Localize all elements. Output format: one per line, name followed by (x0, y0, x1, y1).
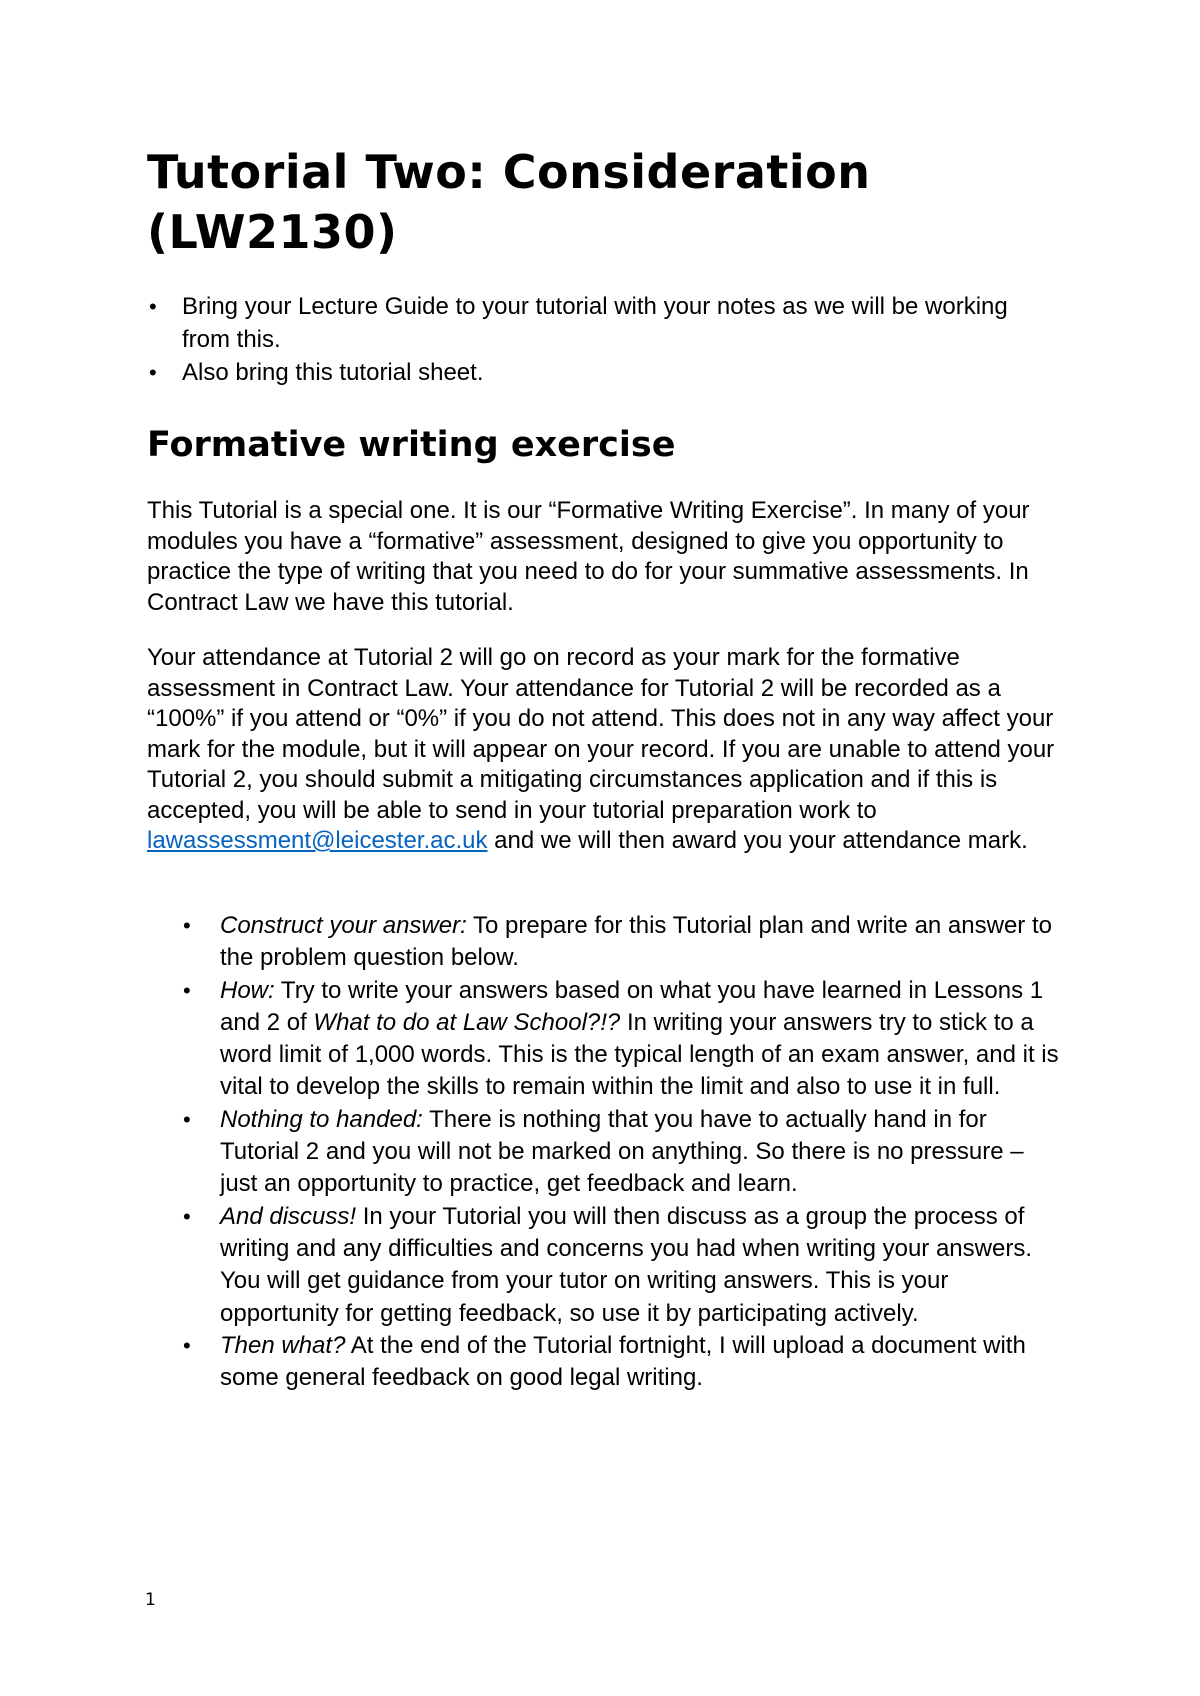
bullet-icon: • (149, 294, 157, 319)
instructions-list (183, 910, 1063, 1394)
item-label: And discuss! (220, 1202, 357, 1230)
bullet-icon: • (183, 1106, 191, 1132)
paragraph-text: Your attendance at Tutorial 2 will go on record as your mark for the formative assessment in Contract Law. Your attendance for Tutorial 2 will be recorded as a “100%” if you attend or “0%” if you do not attend. This does not in any way affect your mark for the module, but it will appear on your record. If you are unable to attend your Tutorial 2, you should submit a mitigating circumstances application and if this is accepted, you will be able to send in your tutorial preparation work to (147, 644, 1055, 824)
item-label: Then what? (220, 1331, 346, 1359)
list-item (183, 975, 1063, 1104)
email-link[interactable]: lawassessment@leicester.ac.uk (147, 827, 488, 854)
list-item (183, 1330, 1063, 1395)
list-item-text: Also bring this tutorial sheet. (182, 359, 484, 386)
page-title: Tutorial Two: Consideration (LW2130) (147, 145, 871, 259)
bullet-icon: • (183, 913, 191, 938)
list-item (147, 290, 1047, 356)
paragraph-text: and we will then award you your attendance mark. (487, 827, 1028, 854)
page-number: 1 (145, 1590, 156, 1610)
item-text: In writing your answers try to stick to a word limit of 1,000 words. This is the typical length of an exam answer, and it is vital to develop the skills to remain within the limit and also to use it in full. (220, 1008, 1059, 1101)
intro-paragraph: This Tutorial is a special one. It is our “Formative Writing Exercise”. In many of your modules you have a “formative” assessment, designed to give you opportunity to practice the type of writing that you need to do for your summative assessments. In Contract Law we have this tutorial. (147, 497, 1030, 616)
book-title: What to do at Law School?!? (313, 1008, 621, 1036)
bullet-icon: • (183, 977, 191, 1003)
list-item (183, 1201, 1063, 1330)
list-item (147, 356, 1047, 389)
item-text: At the end of the Tutorial fortnight, I will upload a document with some general feedback on good legal writing. (220, 1331, 1026, 1392)
item-label: How: (220, 976, 275, 1004)
list-item (183, 1104, 1063, 1201)
bullet-icon: • (183, 1203, 191, 1229)
list-item-text: Bring your Lecture Guide to your tutorial with your notes as we will be working from this. (182, 293, 1008, 353)
item-text: There is nothing that you have to actually hand in for Tutorial 2 and you will not be marked on anything. So there is no pressure – just an opportunity to practice, get feedback and learn. (220, 1105, 1024, 1198)
list-item (183, 910, 1063, 975)
item-label: Construct your answer: (220, 912, 467, 939)
top-bullet-list (147, 290, 1047, 389)
bullet-icon: • (149, 360, 157, 385)
item-text: In your Tutorial you will then discuss as a group the process of writing and any difficulties and concerns you had when writing your answers. You will get guidance from your tutor on writing answers. This is your opportunity for getting feedback, so use it by participating actively. (220, 1202, 1032, 1327)
bullet-icon: • (183, 1332, 191, 1358)
item-text: To prepare for this Tutorial plan and write an answer to the problem question below. (220, 912, 1052, 972)
item-text: Try to write your answers based on what you have learned in Lessons 1 and 2 of (220, 976, 1044, 1036)
attendance-paragraph (147, 643, 1077, 857)
item-label: Nothing to handed: (220, 1105, 423, 1133)
section-heading: Formative writing exercise (147, 425, 676, 465)
